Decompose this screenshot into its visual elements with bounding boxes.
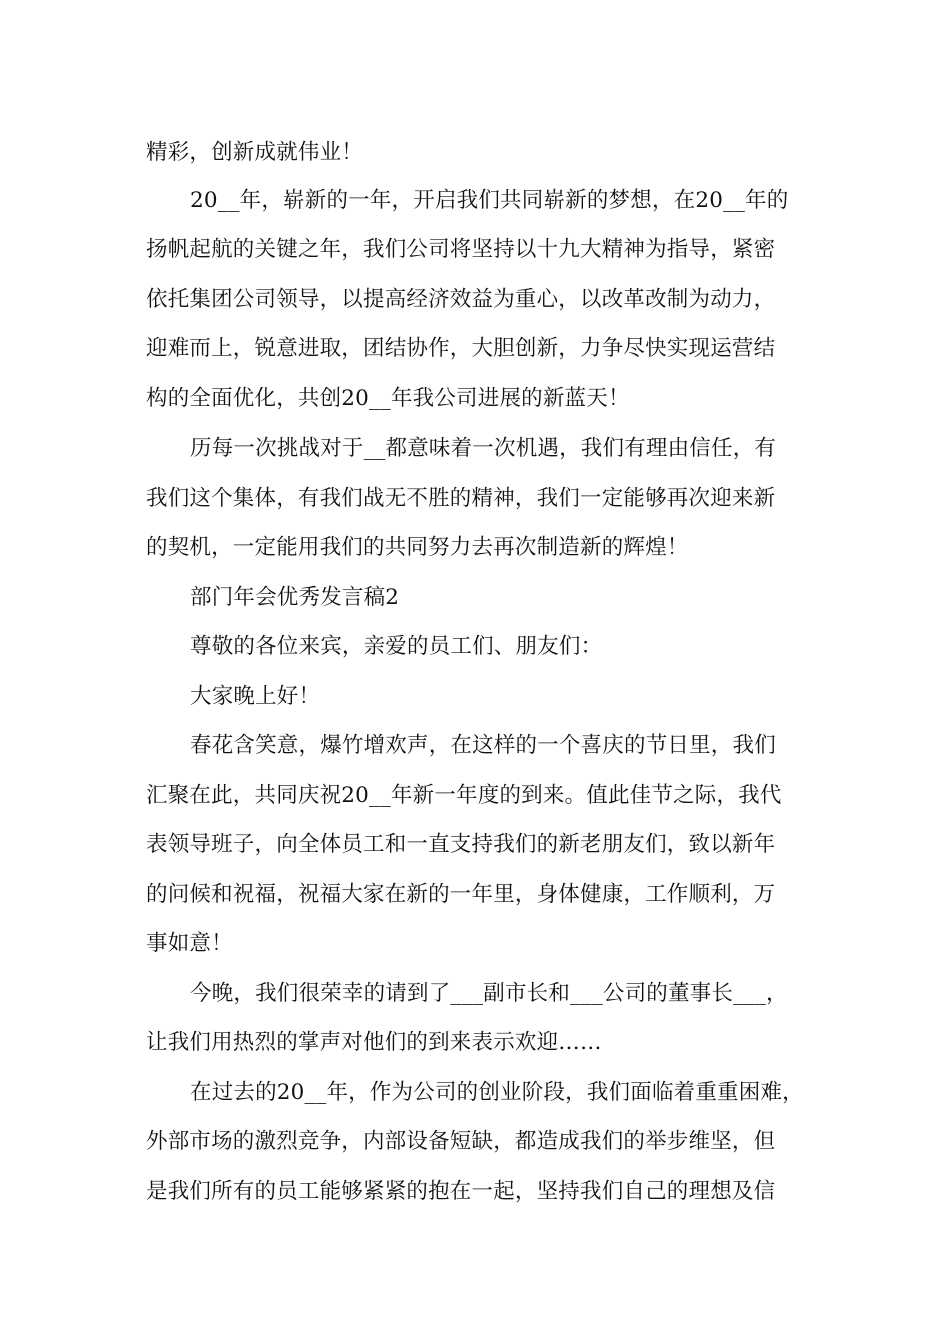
text-line: 的契机，一定能用我们的共同努力去再次制造新的辉煌！ <box>146 535 689 560</box>
paragraph-first-line: 春花含笑意，爆竹增欢声，在这样的一个喜庆的节日里，我们 <box>190 733 776 758</box>
text-line: 事如意！ <box>146 931 233 956</box>
text-line: 外部市场的激烈竞争，内部设备短缺，都造成我们的举步维坚，但 <box>146 1129 776 1154</box>
text-line: 汇聚在此，共同庆祝20__年新一年度的到来。值此佳节之际，我代 <box>146 783 782 808</box>
paragraph-first-line: 历每一次挑战对于__都意味着一次机遇，我们有理由信任，有 <box>190 436 777 461</box>
greeting: 大家晚上好！ <box>190 684 321 709</box>
text-line: 依托集团公司领导，以提高经济效益为重心，以改革改制为动力， <box>146 287 776 312</box>
text-line: 精彩，创新成就伟业！ <box>146 140 364 165</box>
text-line: 扬帆起航的关键之年，我们公司将坚持以十九大精神为指导，紧密 <box>146 237 776 262</box>
paragraph-first-line: 今晚，我们很荣幸的请到了___副市长和___公司的董事长___， <box>190 981 788 1006</box>
text-line: 迎难而上，锐意进取，团结协作，大胆创新，力争尽快实现运营结 <box>146 336 776 361</box>
salutation: 尊敬的各位来宾，亲爱的员工们、朋友们： <box>190 634 603 659</box>
text-line: 让我们用热烈的掌声对他们的到来表示欢迎…… <box>146 1030 602 1055</box>
paragraph-first-line: 在过去的20__年，作为公司的创业阶段，我们面临着重重困难， <box>190 1080 804 1105</box>
text-line: 是我们所有的员工能够紧紧的抱在一起，坚持我们自己的理想及信 <box>146 1179 776 1204</box>
paragraph-first-line: 20__年，崭新的一年，开启我们共同崭新的梦想，在20__年的 <box>190 188 789 213</box>
text-line: 的问候和祝福，祝福大家在新的一年里，身体健康，工作顺利，万 <box>146 882 776 907</box>
text-line: 表领导班子，向全体员工和一直支持我们的新老朋友们，致以新年 <box>146 832 776 857</box>
text-line: 构的全面优化，共创20__年我公司进展的新蓝天！ <box>146 386 630 411</box>
text-line: 我们这个集体，有我们战无不胜的精神，我们一定能够再次迎来新 <box>146 486 776 511</box>
section-heading: 部门年会优秀发言稿2 <box>190 585 400 610</box>
